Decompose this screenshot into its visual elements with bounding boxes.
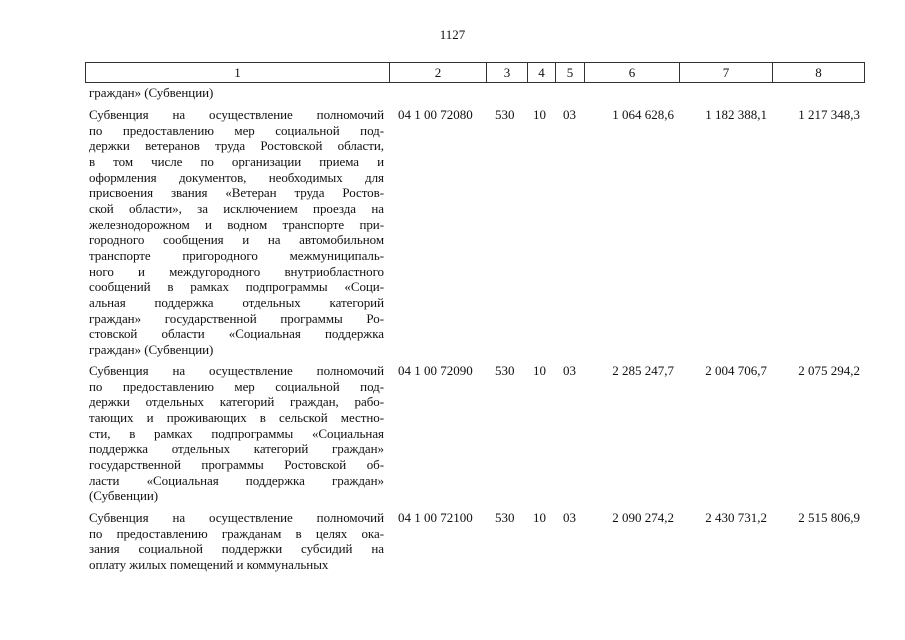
row-col-5: 03 [563, 107, 576, 122]
row-col-7: 2 430 731,2 [705, 510, 767, 525]
row-description [89, 510, 384, 573]
row-col-8: 2 515 806,9 [798, 510, 860, 525]
header-col-1: 1 [86, 63, 390, 82]
description-line: сти, в рамках подпрограммы «Социальная [89, 425, 384, 441]
description-line: граждан» государственной программы Ро- [89, 310, 384, 326]
description-line: по предоставлению мер социальной под- [89, 378, 384, 394]
row-code: 04 1 00 72100 [398, 510, 473, 525]
row-col-3: 530 [495, 107, 515, 122]
description-line: (Субвенции) [89, 488, 159, 504]
description-line: Субвенция на осуществление полномочий [89, 363, 384, 378]
description-line: ласти «Социальная поддержка граждан» [89, 472, 384, 488]
row-col-6: 1 064 628,6 [612, 107, 674, 122]
description-line: транспорте пригородного межмуниципаль- [89, 247, 384, 263]
description-line: Субвенция на осуществление полномочий [89, 510, 384, 525]
header-col-3: 3 [487, 63, 528, 82]
description-line: зания социальной поддержки субсидий на [89, 541, 384, 557]
description-line: по предоставлению гражданам в целях ока- [89, 525, 384, 541]
description-line: Субвенция на осуществление полномочий [89, 107, 384, 122]
header-col-6: 6 [585, 63, 680, 82]
page-number: 1127 [439, 27, 466, 42]
row-col-7: 2 004 706,7 [705, 363, 767, 378]
row-col-4: 10 [533, 107, 546, 122]
description-line: присвоения звания «Ветеран труда Ростов- [89, 185, 384, 201]
description-line: альная поддержка отдельных категорий [89, 294, 384, 310]
description-line: железнодорожном и водном транспорте при- [89, 216, 384, 232]
row-col-8: 2 075 294,2 [798, 363, 860, 378]
row-col-7: 1 182 388,1 [705, 107, 767, 122]
row-col-4: 10 [533, 510, 546, 525]
description-line: ской области», за исключением проезда на [89, 200, 384, 216]
description-line: оплату жилых помещений и коммунальных [89, 556, 329, 572]
row-code: 04 1 00 72090 [398, 363, 473, 378]
header-col-4: 4 [528, 63, 556, 82]
row-col-5: 03 [563, 363, 576, 378]
header-col-5: 5 [556, 63, 585, 82]
description-line: городного сообщения и на автомобильном [89, 232, 384, 248]
description-line: по предоставлению мер социальной под- [89, 122, 384, 138]
description-line: поддержка отдельных категорий граждан» [89, 441, 384, 457]
header-col-8: 8 [815, 65, 822, 80]
header-col-2: 2 [390, 63, 487, 82]
row-col-3: 530 [495, 510, 515, 525]
table-header [85, 62, 865, 83]
row-col-3: 530 [495, 363, 515, 378]
description-line: держки ветеранов труда Ростовской области, [89, 138, 384, 154]
description-line: тающих и проживающих в сельской местно- [89, 409, 384, 425]
description-line: держки отдельных категорий граждан, рабо- [89, 394, 384, 410]
description-line: в том числе по организации приема и [89, 153, 384, 169]
row-col-8: 1 217 348,3 [798, 107, 860, 122]
description-line: государственной программы Ростовской об- [89, 456, 384, 472]
description-line: ного и междугородного внутриобластного [89, 263, 384, 279]
header-col-7: 7 [680, 63, 773, 82]
row-col-4: 10 [533, 363, 546, 378]
row-col-6: 2 285 247,7 [612, 363, 674, 378]
row-description [89, 363, 384, 504]
row-code: 04 1 00 72080 [398, 107, 473, 122]
continuation-text: граждан» (Субвенции) [89, 85, 214, 100]
description-line: сообщений в рамках подпрограммы «Соци- [89, 279, 384, 295]
row-col-6: 2 090 274,2 [612, 510, 674, 525]
row-col-5: 03 [563, 510, 576, 525]
description-line: стовской области «Социальная поддержка [89, 326, 384, 342]
row-description [89, 107, 384, 358]
description-line: оформления документов, необходимых для [89, 169, 384, 185]
description-line: граждан» (Субвенции) [89, 341, 214, 357]
